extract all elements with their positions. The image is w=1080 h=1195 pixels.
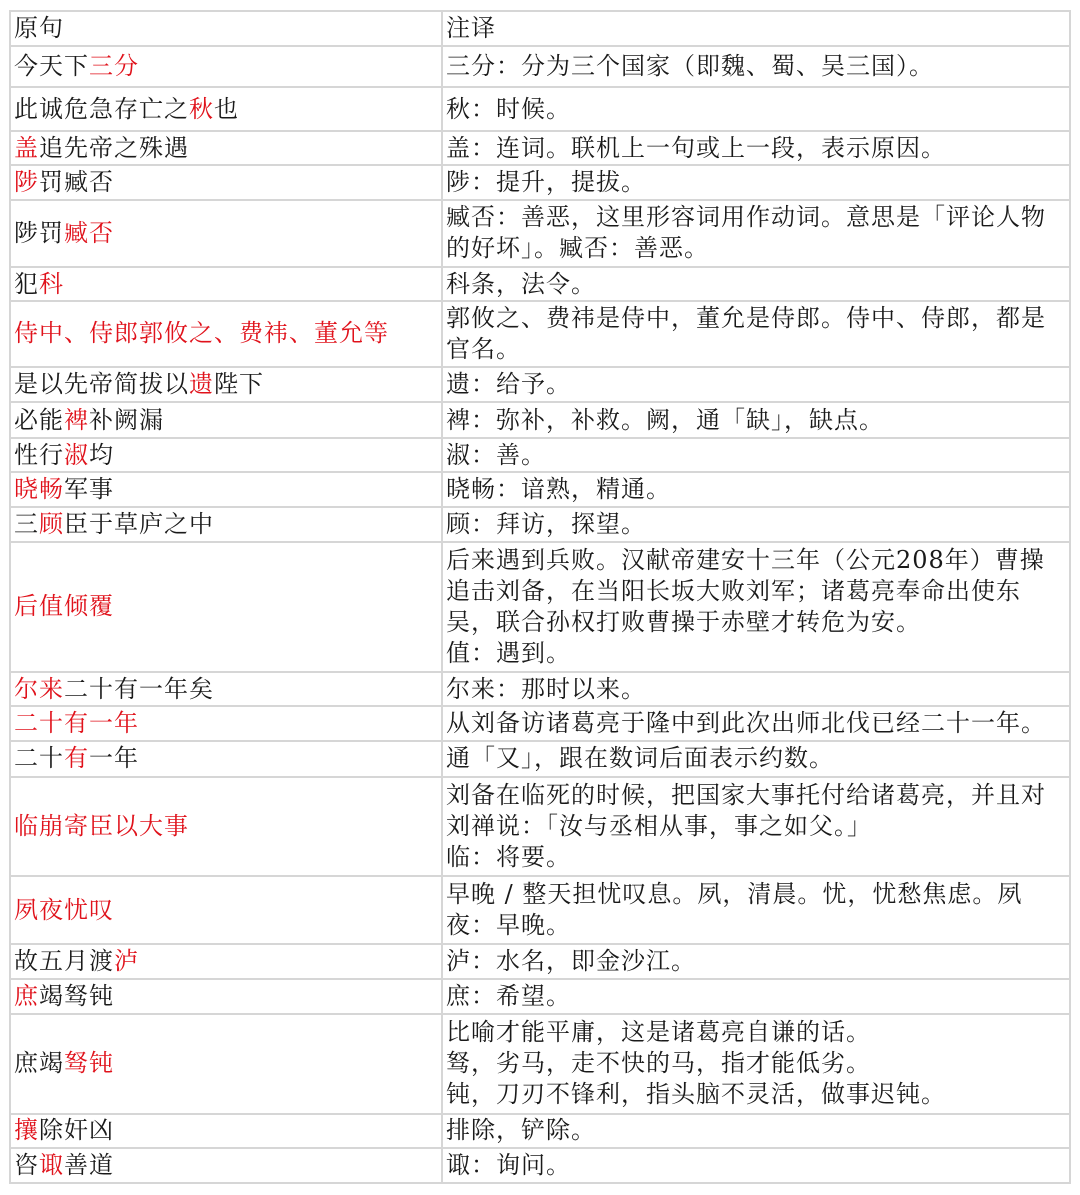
source-text: 性行 xyxy=(14,440,64,469)
source-cell xyxy=(10,1114,442,1149)
note-text: 晓畅：谙熟，精通。 xyxy=(446,475,671,504)
note-cell xyxy=(442,165,1070,200)
source-text: 咨 xyxy=(14,1151,39,1180)
table-row xyxy=(10,777,1070,877)
highlighted-phrase: 庶 xyxy=(14,982,39,1011)
note-cell xyxy=(442,876,1070,943)
note-text: 郭攸之、费祎是侍中，董允是侍郎。侍中、侍郎，都是官名。 xyxy=(446,303,1046,363)
highlighted-phrase: 盖 xyxy=(14,133,39,162)
source-text: 犯 xyxy=(14,269,39,298)
source-cell xyxy=(10,672,442,707)
source-cell xyxy=(10,542,442,672)
highlighted-phrase: 临崩寄臣以大事 xyxy=(14,812,189,841)
note-cell xyxy=(442,367,1070,403)
table-row xyxy=(10,200,1070,267)
highlighted-phrase: 臧否 xyxy=(64,218,114,247)
source-text: 二十 xyxy=(14,744,64,773)
source-text: 军事 xyxy=(64,475,114,504)
note-cell xyxy=(442,1014,1070,1114)
note-cell xyxy=(442,402,1070,438)
header-row xyxy=(10,11,1070,46)
highlighted-phrase: 裨 xyxy=(64,405,89,434)
note-text: 陟：提升，提拔。 xyxy=(446,167,646,196)
source-text: 善道 xyxy=(64,1151,114,1180)
note-text: 顾：拜访，探望。 xyxy=(446,509,646,538)
note-text: 临：将要。 xyxy=(446,843,571,872)
source-cell xyxy=(10,165,442,200)
source-cell xyxy=(10,741,442,777)
note-cell xyxy=(442,777,1070,877)
source-cell xyxy=(10,46,442,87)
source-cell xyxy=(10,367,442,403)
source-text: 也 xyxy=(214,94,239,123)
note-text: 裨：弥补，补救。阙，通「缺」，缺点。 xyxy=(446,405,884,434)
note-cell xyxy=(442,672,1070,707)
highlighted-phrase: 驽钝 xyxy=(64,1049,114,1078)
highlighted-phrase: 有 xyxy=(64,744,89,773)
note-cell xyxy=(442,131,1070,165)
source-text: 均 xyxy=(89,440,114,469)
note-cell xyxy=(442,979,1070,1014)
note-text: 臧否：善恶，这里形容词用作动词。意思是「评论人物的好坏」。臧否：善恶。 xyxy=(446,203,1046,263)
table-row xyxy=(10,1148,1070,1183)
source-text: 罚臧否 xyxy=(39,167,114,196)
note-cell xyxy=(442,200,1070,267)
note-text: 刘备在临死的时候，把国家大事托付给诸葛亮，并且对刘禅说：「汝与丞相从事，事之如父。」 xyxy=(446,781,1046,841)
source-text: 是以先帝简拔以 xyxy=(14,369,189,398)
source-cell xyxy=(10,472,442,507)
header-source: 原句 xyxy=(10,11,442,46)
source-cell xyxy=(10,777,442,877)
highlighted-phrase: 顾 xyxy=(39,509,64,538)
source-text: 此诚危急存亡之 xyxy=(14,94,189,123)
note-cell xyxy=(442,472,1070,507)
source-cell xyxy=(10,267,442,302)
source-text: 三 xyxy=(14,509,39,538)
highlighted-phrase: 晓畅 xyxy=(14,475,64,504)
highlighted-phrase: 夙夜忧叹 xyxy=(14,895,114,924)
note-text: 比喻才能平庸，这是诸葛亮自谦的话。 xyxy=(446,1018,871,1047)
table-row xyxy=(10,507,1070,542)
note-cell xyxy=(442,87,1070,132)
source-cell xyxy=(10,402,442,438)
note-cell xyxy=(442,706,1070,741)
source-text: 臣于草庐之中 xyxy=(64,509,214,538)
note-text: 泸：水名，即金沙江。 xyxy=(446,946,696,975)
note-cell xyxy=(442,507,1070,542)
note-text: 驽，劣马，走不快的马，指才能低劣。 xyxy=(446,1049,871,1078)
note-text: 遗：给予。 xyxy=(446,369,571,398)
source-cell xyxy=(10,1014,442,1114)
note-text: 科条，法令。 xyxy=(446,269,596,298)
note-text: 庶：希望。 xyxy=(446,982,571,1011)
source-text: 竭驽钝 xyxy=(39,982,114,1011)
table-row xyxy=(10,1014,1070,1114)
table-row xyxy=(10,944,1070,980)
source-text: 一年 xyxy=(89,744,139,773)
note-text: 秋：时候。 xyxy=(446,94,571,123)
table-row xyxy=(10,979,1070,1014)
source-cell xyxy=(10,1148,442,1183)
note-text: 排除，铲除。 xyxy=(446,1116,596,1145)
source-text: 今天下 xyxy=(14,51,89,80)
note-cell xyxy=(442,438,1070,473)
table-row xyxy=(10,438,1070,473)
table-row xyxy=(10,876,1070,943)
table-row xyxy=(10,267,1070,302)
highlighted-phrase: 侍中、侍郎郭攸之、费祎、董允等 xyxy=(14,319,389,348)
highlighted-phrase: 尔来 xyxy=(14,674,64,703)
table-row xyxy=(10,672,1070,707)
table-row xyxy=(10,301,1070,366)
highlighted-phrase: 后值倾覆 xyxy=(14,592,114,621)
table-row xyxy=(10,165,1070,200)
note-text: 淑：善。 xyxy=(446,440,546,469)
table-row xyxy=(10,542,1070,672)
table-row xyxy=(10,1114,1070,1149)
source-cell xyxy=(10,944,442,980)
source-text: 除奸凶 xyxy=(39,1116,114,1145)
note-text: 从刘备访诸葛亮于隆中到此次出师北伐已经二十一年。 xyxy=(446,709,1046,738)
source-text: 陟罚 xyxy=(14,218,64,247)
note-cell xyxy=(442,741,1070,777)
source-text: 庶竭 xyxy=(14,1049,64,1078)
source-cell xyxy=(10,979,442,1014)
source-cell xyxy=(10,200,442,267)
note-text: 后来遇到兵败。汉献帝建安十三年（公元208年）曹操追击刘备，在当阳长坂大败刘军；诸葛亮奉命出使东吴，联合孙权打败曹操于赤壁才转危为安。 xyxy=(446,545,1045,636)
source-cell xyxy=(10,706,442,741)
table-body xyxy=(10,46,1070,1183)
source-cell xyxy=(10,876,442,943)
source-cell xyxy=(10,131,442,165)
note-cell xyxy=(442,46,1070,87)
source-cell xyxy=(10,87,442,132)
source-text: 必能 xyxy=(14,405,64,434)
table-row xyxy=(10,706,1070,741)
table-row xyxy=(10,131,1070,165)
note-cell xyxy=(442,267,1070,302)
source-text: 二十有一年矣 xyxy=(64,674,214,703)
highlighted-phrase: 遗 xyxy=(189,369,214,398)
source-cell xyxy=(10,301,442,366)
note-text: 早晚 / 整天担忧叹息。夙，清晨。忧，忧愁焦虑。夙夜：早晚。 xyxy=(446,880,1023,940)
highlighted-phrase: 三分 xyxy=(89,51,139,80)
highlighted-phrase: 攘 xyxy=(14,1116,39,1145)
note-text: 诹：询问。 xyxy=(446,1151,571,1180)
source-text: 补阙漏 xyxy=(89,405,164,434)
highlighted-phrase: 秋 xyxy=(189,94,214,123)
header-note: 注译 xyxy=(442,11,1070,46)
table-row xyxy=(10,472,1070,507)
table-row xyxy=(10,87,1070,132)
note-cell xyxy=(442,944,1070,980)
source-text: 故五月渡 xyxy=(14,946,114,975)
note-cell xyxy=(442,1114,1070,1149)
table-row xyxy=(10,367,1070,403)
table-row xyxy=(10,46,1070,87)
note-cell xyxy=(442,1148,1070,1183)
note-cell xyxy=(442,301,1070,366)
source-cell xyxy=(10,438,442,473)
highlighted-phrase: 二十有一年 xyxy=(14,709,139,738)
highlighted-phrase: 陟 xyxy=(14,167,39,196)
highlighted-phrase: 泸 xyxy=(114,946,139,975)
note-text: 值：遇到。 xyxy=(446,638,571,667)
highlighted-phrase: 诹 xyxy=(39,1151,64,1180)
note-text: 尔来：那时以来。 xyxy=(446,674,646,703)
source-text: 追先帝之殊遇 xyxy=(39,133,189,162)
glossary-table xyxy=(9,10,1071,1184)
note-text: 盖：连词。联机上一句或上一段，表示原因。 xyxy=(446,133,946,162)
note-cell xyxy=(442,542,1070,672)
note-text: 三分：分为三个国家（即魏、蜀、吴三国）。 xyxy=(446,51,934,80)
note-text: 钝，刀刃不锋利，指头脑不灵活，做事迟钝。 xyxy=(446,1080,946,1109)
table-row xyxy=(10,402,1070,438)
table-row xyxy=(10,741,1070,777)
source-cell xyxy=(10,507,442,542)
highlighted-phrase: 淑 xyxy=(64,440,89,469)
highlighted-phrase: 科 xyxy=(39,269,64,298)
source-text: 陛下 xyxy=(214,369,264,398)
note-text: 通「又」，跟在数词后面表示约数。 xyxy=(446,744,834,773)
